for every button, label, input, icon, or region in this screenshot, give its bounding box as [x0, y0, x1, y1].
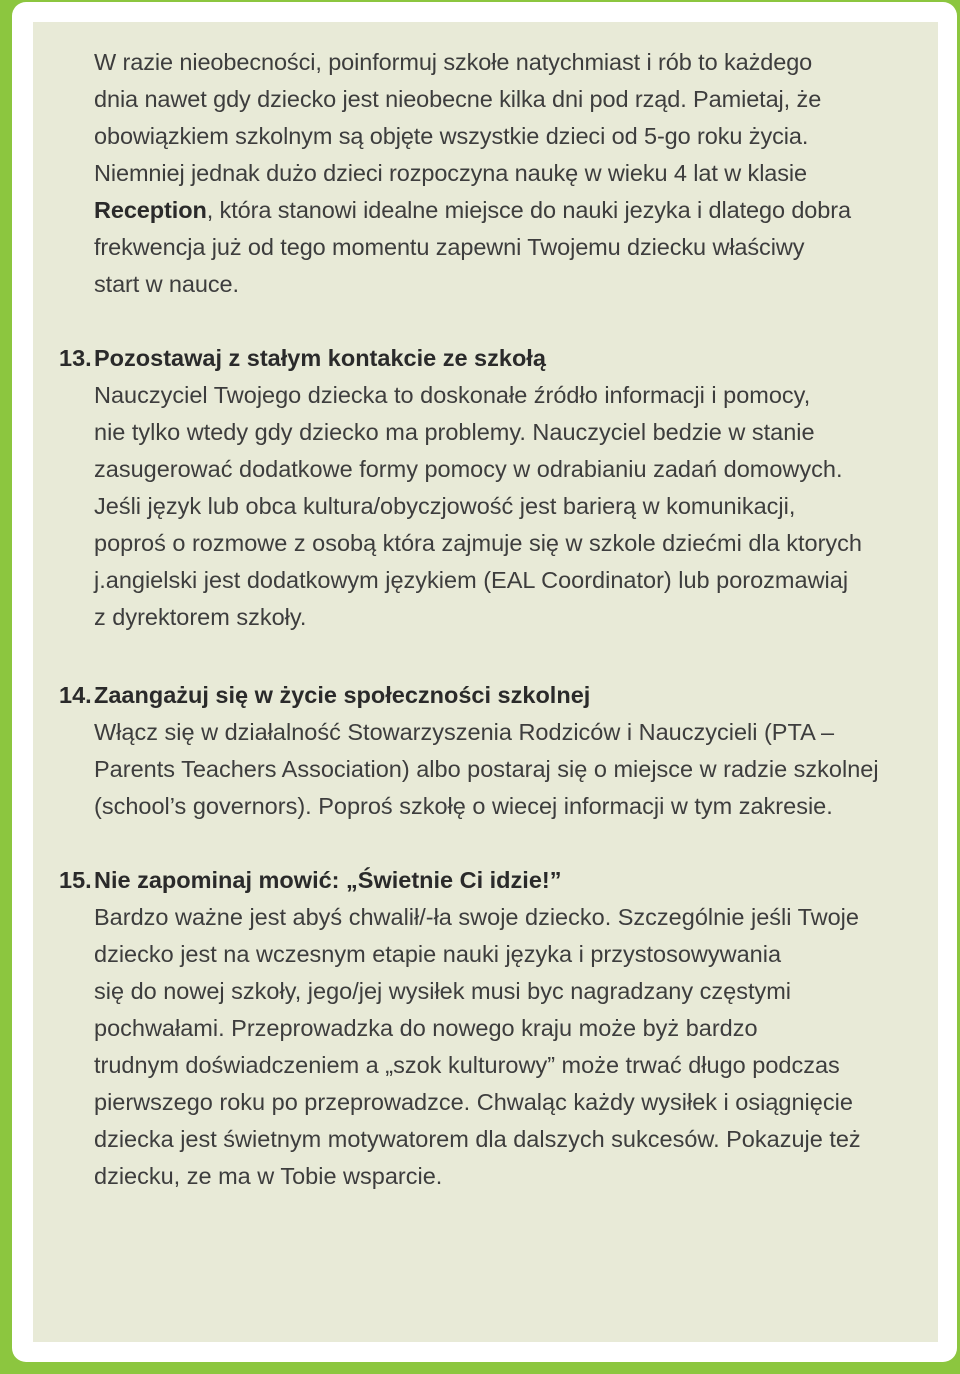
reception-term: Reception	[94, 197, 207, 223]
text-line: poproś o rozmowe z osobą która zajmuje się w szkole dziećmi dla ktorych	[94, 530, 862, 556]
text-line: trudnym doświadczeniem a „szok kulturowy” może trwać długo podczas	[94, 1052, 840, 1078]
text-line: Bardzo ważne jest abyś chwalił/-ła swoje dziecko. Szczególnie jeśli Twoje	[94, 904, 859, 930]
section-heading: Nie zapominaj mowić: „Świetnie Ci idzie!”	[94, 867, 562, 893]
text-line: Parents Teachers Association) albo postaraj się o miejsce w radzie szkolnej	[94, 756, 879, 782]
text-line: pierwszego roku po przeprowadzce. Chwaląc każdy wysiłek i osiągnięcie	[94, 1089, 853, 1115]
document-body	[59, 44, 894, 1195]
text-line: (school’s governors). Poproś szkołę o wiecej informacji w tym zakresie.	[94, 793, 833, 819]
text-line: dziecko jest na wczesnym etapie nauki języka i przystosowywania	[94, 941, 782, 967]
text-line: W razie nieobecności, poinformuj szkołe natychmiast i rób to każdego	[94, 49, 813, 75]
section-number: 15.	[59, 867, 92, 893]
text-line: się do nowej szkoły, jego/jej wysiłek musi byc nagradzany częstymi	[94, 978, 792, 1004]
text-line: Nauczyciel Twojego dziecka to doskonałe źródło informacji i pomocy,	[94, 382, 811, 408]
text-line: Jeśli język lub obca kultura/obyczjowość jest barierą w komunikacji,	[94, 493, 796, 519]
text-line: nie tylko wtedy gdy dziecko ma problemy. Nauczyciel bedzie w stanie	[94, 419, 815, 445]
text-line: z dyrektorem szkoły.	[94, 604, 307, 630]
text-line: pochwałami. Przeprowadzka do nowego kraju może byż bardzo	[94, 1015, 758, 1041]
section-15	[59, 862, 894, 1195]
section-14	[59, 677, 894, 825]
text-line: frekwencja już od tego momentu zapewni Twojemu dziecku właściwy	[94, 234, 805, 260]
text-line: Niemniej jednak dużo dzieci rozpoczyna naukę w wieku 4 lat w klasie	[94, 160, 808, 186]
section-13	[59, 340, 894, 636]
section-heading: Zaangażuj się w życie społeczności szkolnej	[94, 682, 591, 708]
intro-paragraph	[94, 44, 894, 303]
text-line: zasugerować dodatkowe formy pomocy w odrabianiu zadań domowych.	[94, 456, 843, 482]
text-line: dziecka jest świetnym motywatorem dla dalszych sukcesów. Pokazuje też	[94, 1126, 861, 1152]
text-line: obowiązkiem szkolnym są objęte wszystkie dzieci od 5-go roku życia.	[94, 123, 809, 149]
text-line: dnia nawet gdy dziecko jest nieobecne kilka dni pod rząd. Pamietaj, że	[94, 86, 822, 112]
section-number: 14.	[59, 682, 92, 708]
text-fragment: , która stanowi idealne miejsce do nauki jezyka i dlatego dobra	[206, 197, 851, 223]
section-heading: Pozostawaj z stałym kontakcie ze szkołą	[94, 345, 546, 371]
section-number: 13.	[59, 345, 92, 371]
text-line: start w nauce.	[94, 271, 239, 297]
text-line	[94, 192, 894, 229]
text-line: dziecku, ze ma w Tobie wsparcie.	[94, 1163, 443, 1189]
text-line: Włącz się w działalność Stowarzyszenia Rodziców i Nauczycieli (PTA –	[94, 719, 835, 745]
text-line: j.angielski jest dodatkowym językiem (EAL Coordinator) lub porozmawiaj	[94, 567, 849, 593]
